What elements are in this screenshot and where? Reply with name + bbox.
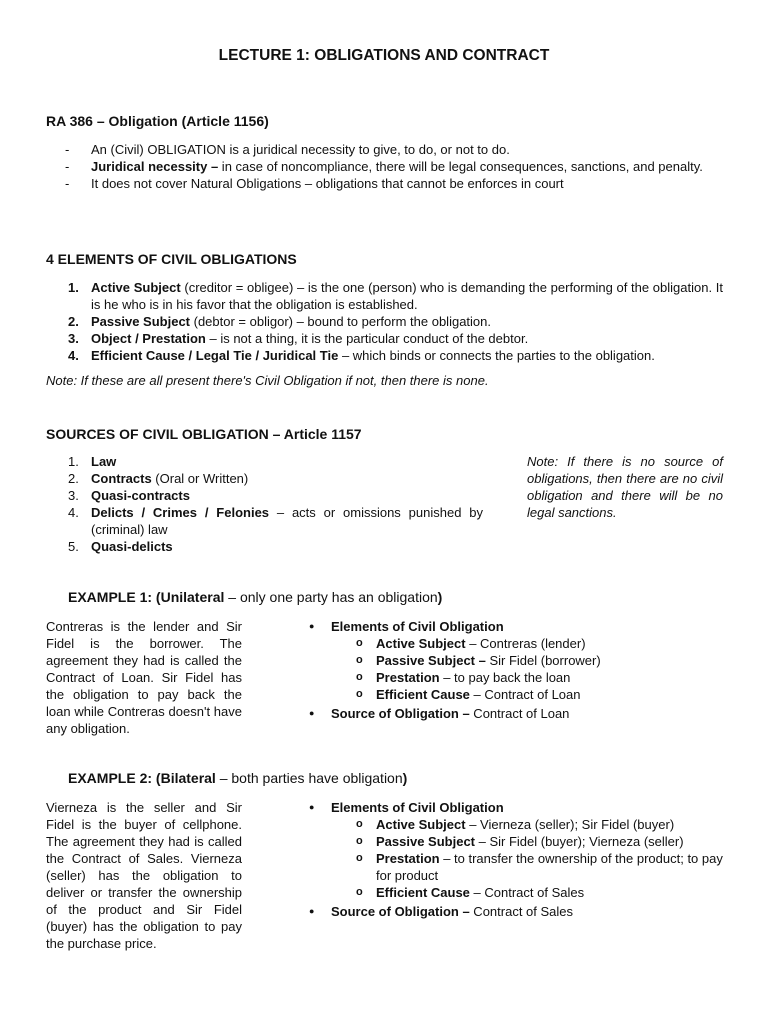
example2-breakdown [309,799,731,920]
sub-bullet-icon: o [356,637,363,649]
list-item [309,903,731,920]
item-term: Efficient Cause [376,687,470,702]
list-marker: 3. [68,488,79,503]
list-item [309,618,723,635]
sources-list [68,453,483,555]
list-item [356,833,731,850]
bullet-icon: ● [309,906,315,916]
section-heading-elements: 4 ELEMENTS OF CIVIL OBLIGATIONS [46,251,297,267]
list-item [356,686,723,703]
item-text: It does not cover Natural Obligations – obligations that cannot be enforces in court [91,176,564,191]
list-item [68,330,723,347]
item-term: Passive Subject [376,834,475,849]
item-text: (Oral or Written) [151,471,249,486]
item-term: Contracts [91,471,152,486]
list-marker: - [65,176,70,191]
list-item [65,141,723,158]
bullet-icon: ● [309,708,315,718]
list-marker: 4. [68,348,79,363]
list-marker: - [65,142,70,157]
section-heading-ra386: RA 386 – Obligation (Article 1156) [46,113,269,129]
bullet-icon: ● [309,802,315,812]
item-term: Efficient Cause [376,885,470,900]
page-title: LECTURE 1: OBLIGATIONS AND CONTRACT [218,47,550,64]
item-text: – to transfer the ownership of the product; to pay for product [376,851,723,883]
section-heading-sources: SOURCES OF CIVIL OBLIGATION – Article 1157 [46,426,362,442]
item-term: Efficient Cause / Legal Tie / Juridical Tie [91,348,339,363]
item-term: Prestation [376,670,440,685]
heading-prefix: EXAMPLE 2: ( [68,770,161,786]
list-item [68,453,483,470]
item-text: – Sir Fidel (buyer); Vierneza (seller) [475,834,684,849]
source-text: Contract of Sales [469,904,574,919]
item-term: Active Subject [91,280,181,295]
list-marker: 2. [68,471,79,486]
list-marker: - [65,159,70,174]
item-text: (debtor = obligor) – bound to perform the obligation. [190,314,491,329]
list-item [68,279,723,313]
item-term: Active Subject [376,817,466,832]
item-term: Passive Subject [91,314,190,329]
sub-bullet-icon: o [356,688,363,700]
item-term: Active Subject [376,636,466,651]
item-text: – Contreras (lender) [465,636,586,651]
heading-type: Unilateral [160,589,225,605]
example1-description: Contreras is the lender and Sir Fidel is the borrower. The agreement they had is called the Contract of Loan. Sir Fidel has the obligation to pay back the loan while Contreras doesn't have any obligation. [46,619,242,736]
sources-note: Note: If there is no source of obligations, then there are no civil obligation and there will be no legal sanctions. [527,454,723,520]
item-text: – acts or omissions punished by (criminal) law [91,505,483,537]
list-item [356,850,731,884]
item-text: Sir Fidel (borrower) [485,653,601,668]
list-item [68,347,723,364]
list-marker: 4. [68,505,79,520]
elements-label: Elements of Civil Obligation [331,619,504,634]
source-label: Source of Obligation – [331,706,470,721]
source-label: Source of Obligation – [331,904,470,919]
item-text: – to pay back the loan [439,670,571,685]
source-text: Contract of Loan [469,706,570,721]
item-term: Juridical necessity – [91,159,219,174]
elements-label: Elements of Civil Obligation [331,800,504,815]
list-item [356,816,731,833]
example2-heading [68,770,407,787]
list-marker: 3. [68,331,79,346]
example1-heading [68,589,442,606]
item-term: Quasi-delicts [91,539,173,554]
list-item [65,175,723,192]
example2-description: Vierneza is the seller and Sir Fidel is the buyer of cellphone. The agreement they had is called the Contract of Sales. Vierneza (seller) has the obligation to deliver or transfer the ownership of the product and Sir Fidel (buyer) has the obligation to pay the purchase price. [46,800,242,951]
item-text: in case of noncompliance, there will be legal consequences, sanctions, and penalty. [218,159,703,174]
item-text: (creditor = obligee) – is the one (person) who is demanding the performing of the obligation. It is he who is in his favor that the obligation is established. [91,280,723,312]
list-marker: 1. [68,280,79,295]
heading-type: Bilateral [160,770,216,786]
item-text: – Vierneza (seller); Sir Fidel (buyer) [465,817,675,832]
heading-desc: – both parties have obligation [215,770,403,786]
list-item [356,652,723,669]
list-item [65,158,723,175]
list-item [68,313,723,330]
item-term: Delicts / Crimes / Felonies [91,505,270,520]
list-item [356,884,731,901]
elements-note: Note: If these are all present there's Civil Obligation if not, then there is none. [46,373,489,388]
heading-close: ) [437,589,443,605]
bullet-icon: ● [309,621,315,631]
item-term: Passive Subject – [376,653,486,668]
heading-close: ) [402,770,408,786]
list-item [68,470,483,487]
item-term: Law [91,454,117,469]
list-marker: 1. [68,454,79,469]
item-term: Quasi-contracts [91,488,190,503]
sub-bullet-icon: o [356,886,363,898]
item-text: – is not a thing, it is the particular conduct of the debtor. [205,331,529,346]
list-item [68,487,483,504]
list-item [356,635,723,652]
elements-list [68,279,723,364]
sub-bullet-icon: o [356,654,363,666]
list-item [68,504,483,538]
sub-bullet-icon: o [356,818,363,830]
item-term: Object / Prestation [91,331,206,346]
item-text: – Contract of Sales [469,885,585,900]
list-item [309,705,723,722]
sub-bullet-icon: o [356,671,363,683]
heading-desc: – only one party has an obligation [224,589,438,605]
sub-bullet-icon: o [356,835,363,847]
ra386-list [65,141,723,192]
list-marker: 2. [68,314,79,329]
sub-bullet-icon: o [356,852,363,864]
example1-breakdown [309,618,723,722]
heading-prefix: EXAMPLE 1: ( [68,589,161,605]
list-item [309,799,731,816]
list-item [68,538,483,555]
list-item [356,669,723,686]
item-text: – which binds or connects the parties to the obligation. [338,348,655,363]
item-text: An (Civil) OBLIGATION is a juridical necessity to give, to do, or not to do. [91,142,510,157]
item-text: – Contract of Loan [469,687,581,702]
list-marker: 5. [68,539,79,554]
item-term: Prestation [376,851,440,866]
